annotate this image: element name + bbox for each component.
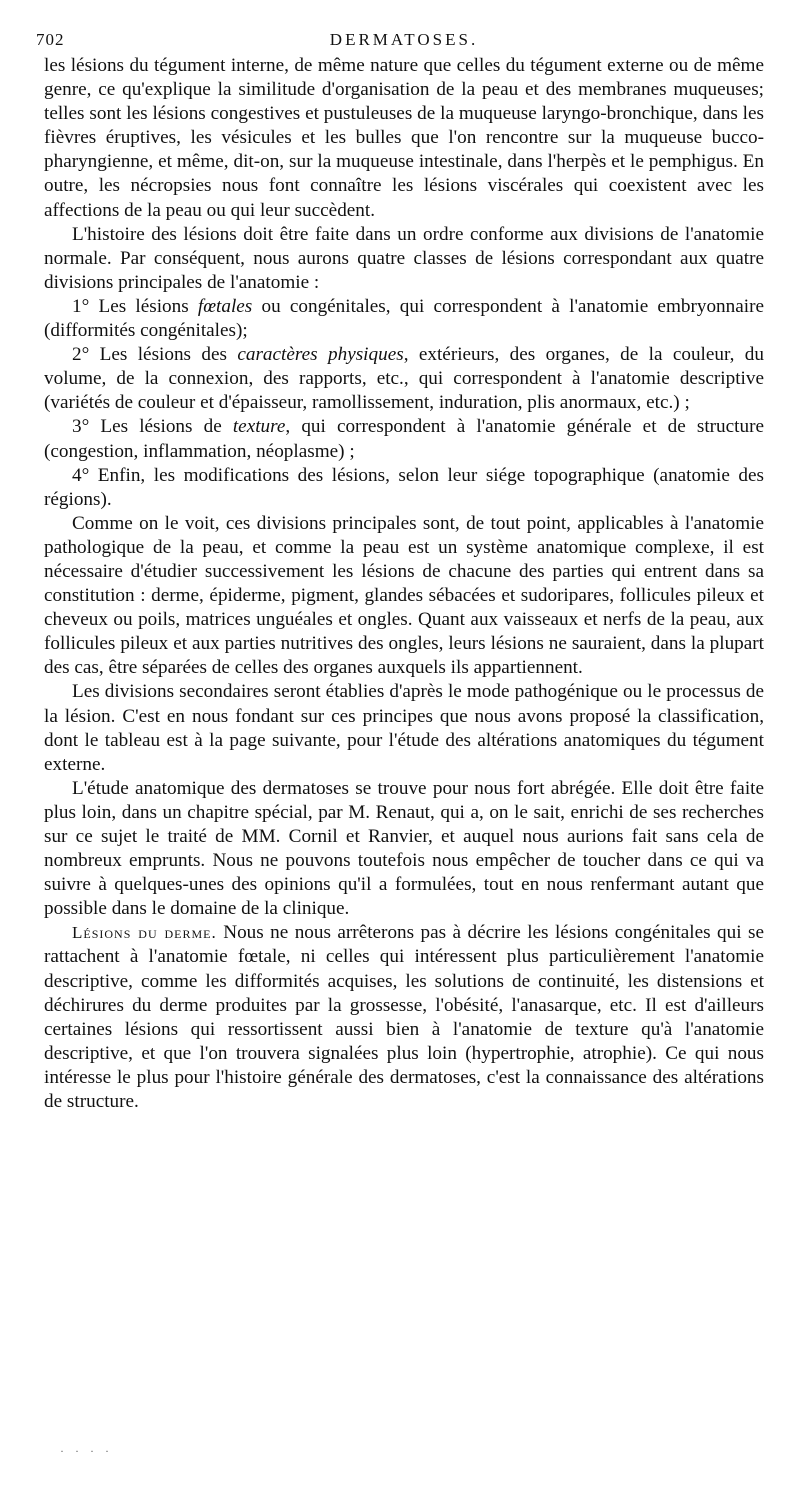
list-item-2-rest: , extérieurs, des organes, de la couleur, du volume, de la connexion, des rapports, etc., qui correspondent à l'anatomie descriptive (variétés de couleur et d'épaisseur, ramollissement, induration, plis anormaux, etc.) ;: [44, 344, 764, 414]
paragraph-secondary-divisions: Les divisions secondaires seront établies d'après le mode pathogénique ou le processus de la lésion. C'est en nous fondant sur ces principes que nous avons proposé la classification, dont le tableau est à la page suivante, pour l'étude des altérations anatomiques du tégument externe.: [44, 681, 764, 775]
list-item-3-emphasis: texture: [232, 416, 286, 438]
paragraph-derme-lesions: [44, 921, 764, 1114]
paragraph-anatomic-study: L'étude anatomique des dermatoses se trouve pour nous fort abrégée. Elle doit être faite plus loin, dans un chapitre spécial, par M. Renaut, qui a, on le sait, enrichi de ses recherches sur ce sujet le traité de MM. Cornil et Ranvier, et auquel nous aurions fait sans cela de nombreux emprunts. Nous ne pouvons toutefois nous empêcher de toucher dans ce qui va suivre à quelques-unes des opinions qu'il a formulées, tout en nous renfermant autant que possible dans le domaine de la clinique.: [44, 777, 764, 920]
section-text: Nous ne nous arrêterons pas à décrire les lésions congénitales qui se rattachent à l'anatomie fœtale, ni celles qui intéressent plus particulièrement l'anatomie descriptive, comme les difformités acquises, les solutions de continuité, les distensions et déchirures du derme produites par la grossesse, l'obésité, l'anasarque, etc. Il est d'ailleurs certaines lésions qui ressortissent aussi bien à l'anatomie de texture qu'à l'anatomie descriptive, et que l'on trouvera signalées plus loin (hypertrophie, atrophie). Ce qui nous intéresse le plus pour l'histoire générale des dermatoses, c'est la connaissance des altérations de structure.: [44, 922, 764, 1113]
list-item-2-lead: 2° Les lésions des: [72, 344, 238, 366]
list-item-2-emphasis: caractères physiques: [237, 344, 404, 366]
list-item-3: [44, 415, 764, 463]
paragraph-lesion-history: L'histoire des lésions doit être faite dans un ordre conforme aux divisions de l'anatomie normale. Par conséquent, nous aurons quatre classes de lésions correspondant aux quatre divisions principales de l'anatomie :: [44, 223, 764, 293]
stray-marks: · · · ·: [60, 1444, 113, 1458]
section-heading: Lésions du derme.: [72, 923, 217, 943]
list-item-1-emphasis: fœtales: [197, 295, 253, 317]
list-item-4: 4° Enfin, les modifications des lésions, selon leur siége topographique (anatomie des régions).: [44, 464, 764, 510]
list-item-1: [44, 295, 764, 343]
list-item-1-lead: 1° Les lésions: [72, 295, 198, 317]
list-item-2: [44, 343, 764, 415]
list-item-1-rest: ou congénitales, qui correspondent à l'anatomie embryonnaire (difformités congénitales);: [44, 295, 764, 342]
page-header: [36, 28, 764, 54]
body-text: [44, 54, 764, 1114]
paragraph-divisions: Comme on le voit, ces divisions principales sont, de tout point, applicables à l'anatomie pathologique de la peau, et comme la peau est un système anatomique complexe, il est nécessaire d'étudier successivement les lésions de chacune des parties qui entrent dans sa constitution : derme, épiderme, pigment, glandes sébacées et sudoripares, follicules pileux et cheveux ou poils, matrices unguéales et ongles. Quant aux vaisseaux et nerfs de la peau, aux follicules pileux et aux parties nutritives des ongles, leurs lésions ne sauraient, dans la plupart des cas, être séparées de celles des organes auxquels ils appartiennent.: [44, 512, 764, 679]
list-item-3-rest: , qui correspondent à l'anatomie générale et de structure (congestion, inflammation, néoplasme) ;: [44, 416, 764, 462]
running-head: DERMATOSES.: [329, 30, 479, 49]
page-number: 702: [36, 30, 65, 49]
paragraph-continuation: les lésions du tégument interne, de même nature que celles du tégument externe ou de même genre, ce qu'explique la similitude d'organisation de la peau et des membranes muqueuses; telles sont les lésions congestives et pustuleuses de la muqueuse laryngo-bronchique, dans les fièvres éruptives, les vésicules et les bulles que l'on rencontre sur la muqueuse bucco-pharyngienne, et même, dit-on, sur la muqueuse intestinale, dans l'herpès et le pemphigus. En outre, les nécropsies nous font connaître les lésions viscérales qui coexistent avec les affections de la peau ou qui leur succèdent.: [44, 55, 764, 221]
list-item-3-lead: 3° Les lésions de: [72, 416, 233, 438]
